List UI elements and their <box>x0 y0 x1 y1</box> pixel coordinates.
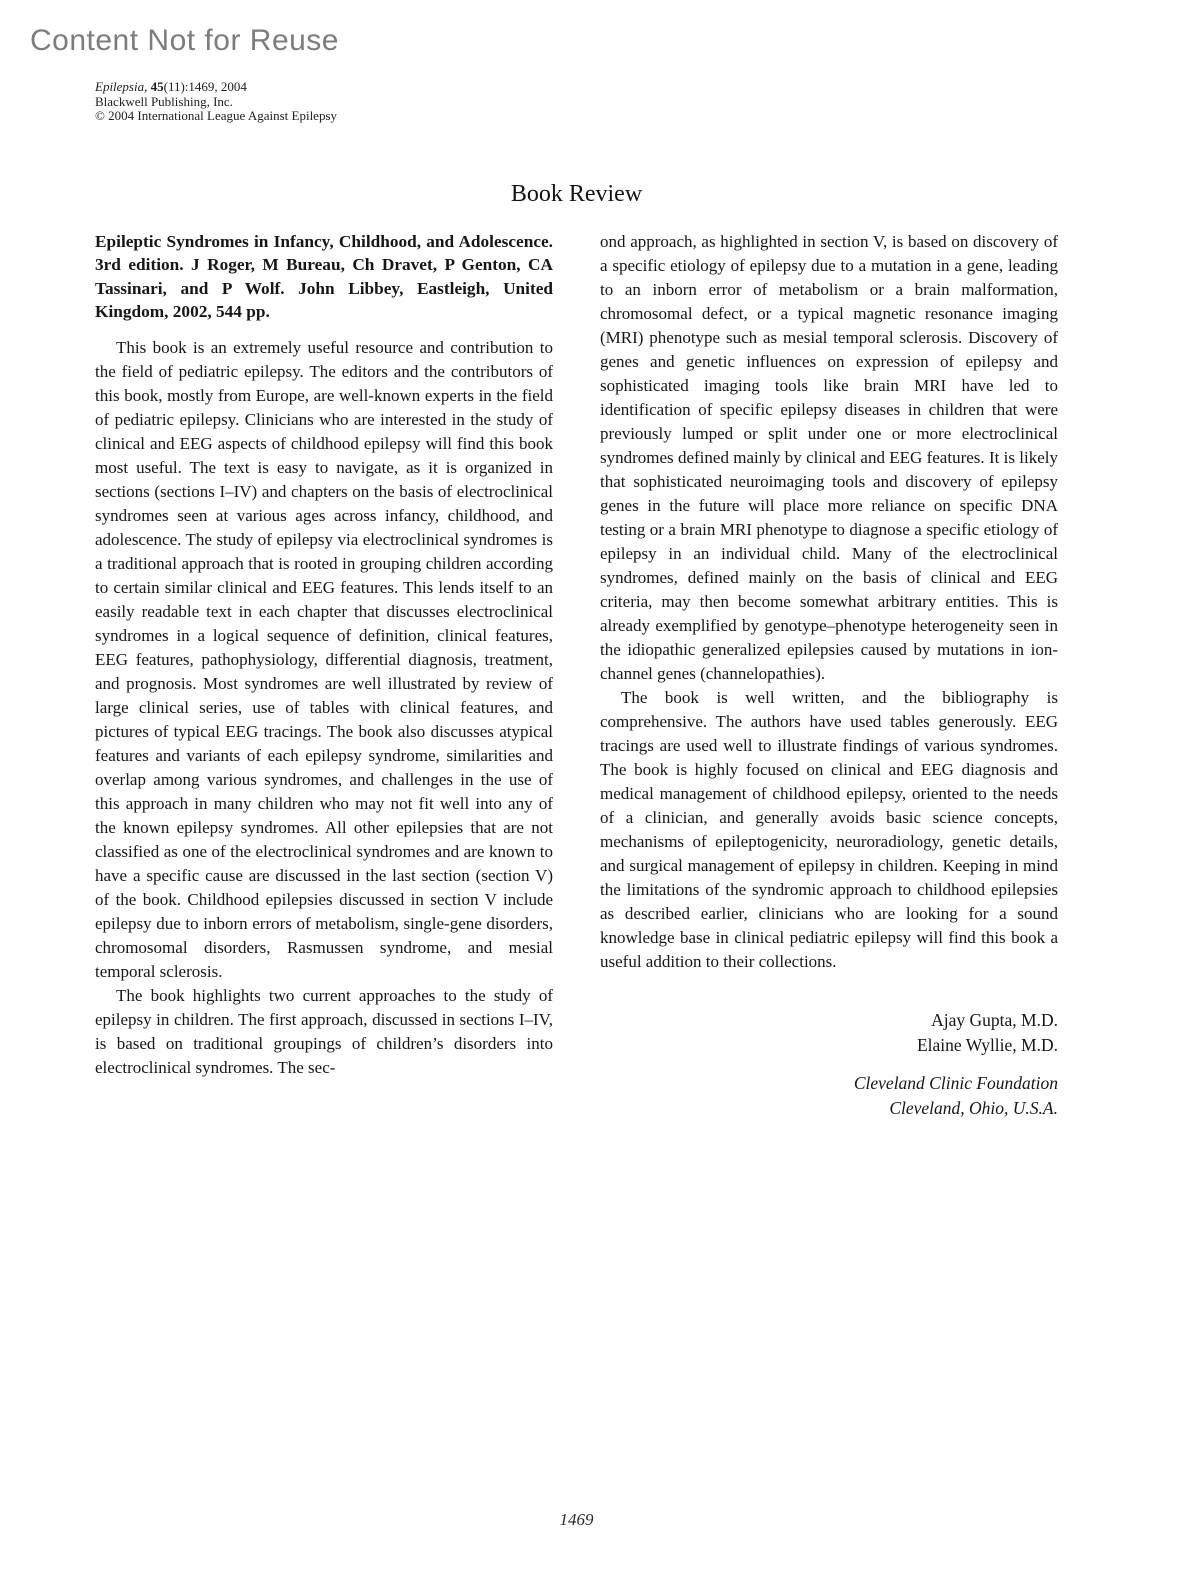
reviewer-affiliation <box>600 1071 1058 1120</box>
journal-volume: 45 <box>150 79 164 94</box>
book-citation-heading: Epileptic Syndromes in Infancy, Childhood, and Adolescence. 3rd edition. J Roger, M Bureau, Ch Dravet, P Genton, CA Tassinari, and P Wolf. John Libbey, Eastleigh, United Kingdom, 2002, 544 pp. <box>95 232 553 321</box>
reviewer-name-1: Ajay Gupta, M.D. <box>931 1010 1058 1030</box>
reviewer-name-2: Elaine Wyllie, M.D. <box>916 1034 1058 1055</box>
review-paragraph-3: The book is well written, and the bibliography is comprehensive. The authors have used tables generously. EEG tracings are used well to illustrate findings of various syndromes. The book is highly focused on clinical and EEG diagnosis and medical management of childhood epilepsy, oriented to the needs of a clinician, and generally avoids basic science concepts, mechanisms of epileptogenicity, neuroradiology, genetic details, and surgical management of epilepsy in children. Keeping in mind the limitations of the syndromic approach to childhood epilepsies as described earlier, clinicians who are looking for a sound knowledge base in clinical pediatric epilepsy will find this book a useful addition to their collections. <box>600 688 1058 971</box>
journal-citation-line <box>95 80 337 95</box>
review-paragraph-1: This book is an extremely useful resource and contribution to the field of pediatric epilepsy. The editors and the contributors of this book, mostly from Europe, are well-known experts in the field of pediatric epilepsy. Clinicians who are interested in the study of clinical and EEG aspects of childhood epilepsy will find this book most useful. The text is easy to navigate, as it is organized in sections (sections I–IV) and chapters on the basis of electroclinical syndromes seen at various ages across infancy, childhood, and adolescence. The study of epilepsy via electroclinical syndromes is a traditional approach that is rooted in grouping children according to certain similar clinical and EEG features. This lends itself to an easily readable text in each chapter that discusses electroclinical syndromes in a logical sequence of definition, clinical features, EEG features, pathophysiology, differential diagnosis, treatment, and prognosis. Most syndromes are well illustrated by review of large clinical series, use of tables with clinical features, and pictures of typical EEG tracings. The book also discusses atypical features and variants of each epilepsy syndrome, similarities and overlap among various syndromes, and challenges in the use of this approach in many children who may not fit well into any of the known epilepsy syndromes. All other epilepsies that are not classified as one of the electroclinical syndromes and are known to have a specific cause are discussed in the last section (section V) of the book. Childhood epilepsies discussed in section V include epilepsy due to inborn errors of metabolism, single-gene disorders, chromosomal disorders, Rasmussen syndrome, and mesial temporal sclerosis. <box>95 338 553 982</box>
left-column <box>95 230 553 1080</box>
journal-publisher: Blackwell Publishing, Inc. <box>95 93 233 109</box>
right-column <box>600 230 1058 1120</box>
journal-name: Epilepsia, <box>95 79 148 94</box>
affiliation-location: Cleveland, Ohio, U.S.A. <box>889 1097 1058 1118</box>
journal-issue-pages-year: (11):1469, 2004 <box>163 79 247 94</box>
page-number: 1469 <box>559 1510 594 1529</box>
review-paragraph-2-start: The book highlights two current approaches to the study of epilepsy in children. The first approach, discussed in sections I–IV, is based on traditional groupings of children’s disorders into electroclinical syndromes. The sec- <box>95 986 553 1078</box>
journal-copyright: © 2004 International League Against Epilepsy <box>95 108 338 123</box>
review-paragraph-2-continuation: ond approach, as highlighted in section V, is based on discovery of a specific etiology of epilepsy due to a mutation in a gene, leading to an inborn error of metabolism or a brain malformation, chromosomal defect, or a typical magnetic resonance imaging (MRI) phenotype such as mesial temporal sclerosis. Discovery of genes and genetic influences on expression of epilepsy and sophisticated imaging tools like brain MRI have led to identification of specific epilepsy diseases in children that were previously lumped or split under one or more electroclinical syndromes defined mainly by clinical and EEG features. It is likely that sophisticated neuroimaging tools and discovery of epilepsy genes in the future will place more reliance on specific DNA testing or a brain MRI phenotype to diagnose a specific etiology of epilepsy in an individual child. Many of the electroclinical syndromes, defined mainly on the basis of clinical and EEG criteria, may then become somewhat arbitrary entities. This is already exemplified by genotype–phenotype heterogeneity seen in the idiopathic generalized epilepsies caused by mutations in ion-channel genes (channelopathies). <box>600 232 1058 683</box>
content-not-for-reuse-watermark: Content Not for Reuse <box>30 24 339 57</box>
page-title: Book Review <box>510 181 643 207</box>
signature-block <box>600 1008 1058 1120</box>
affiliation-institution: Cleveland Clinic Foundation <box>853 1073 1058 1093</box>
journal-citation-block <box>95 80 337 124</box>
